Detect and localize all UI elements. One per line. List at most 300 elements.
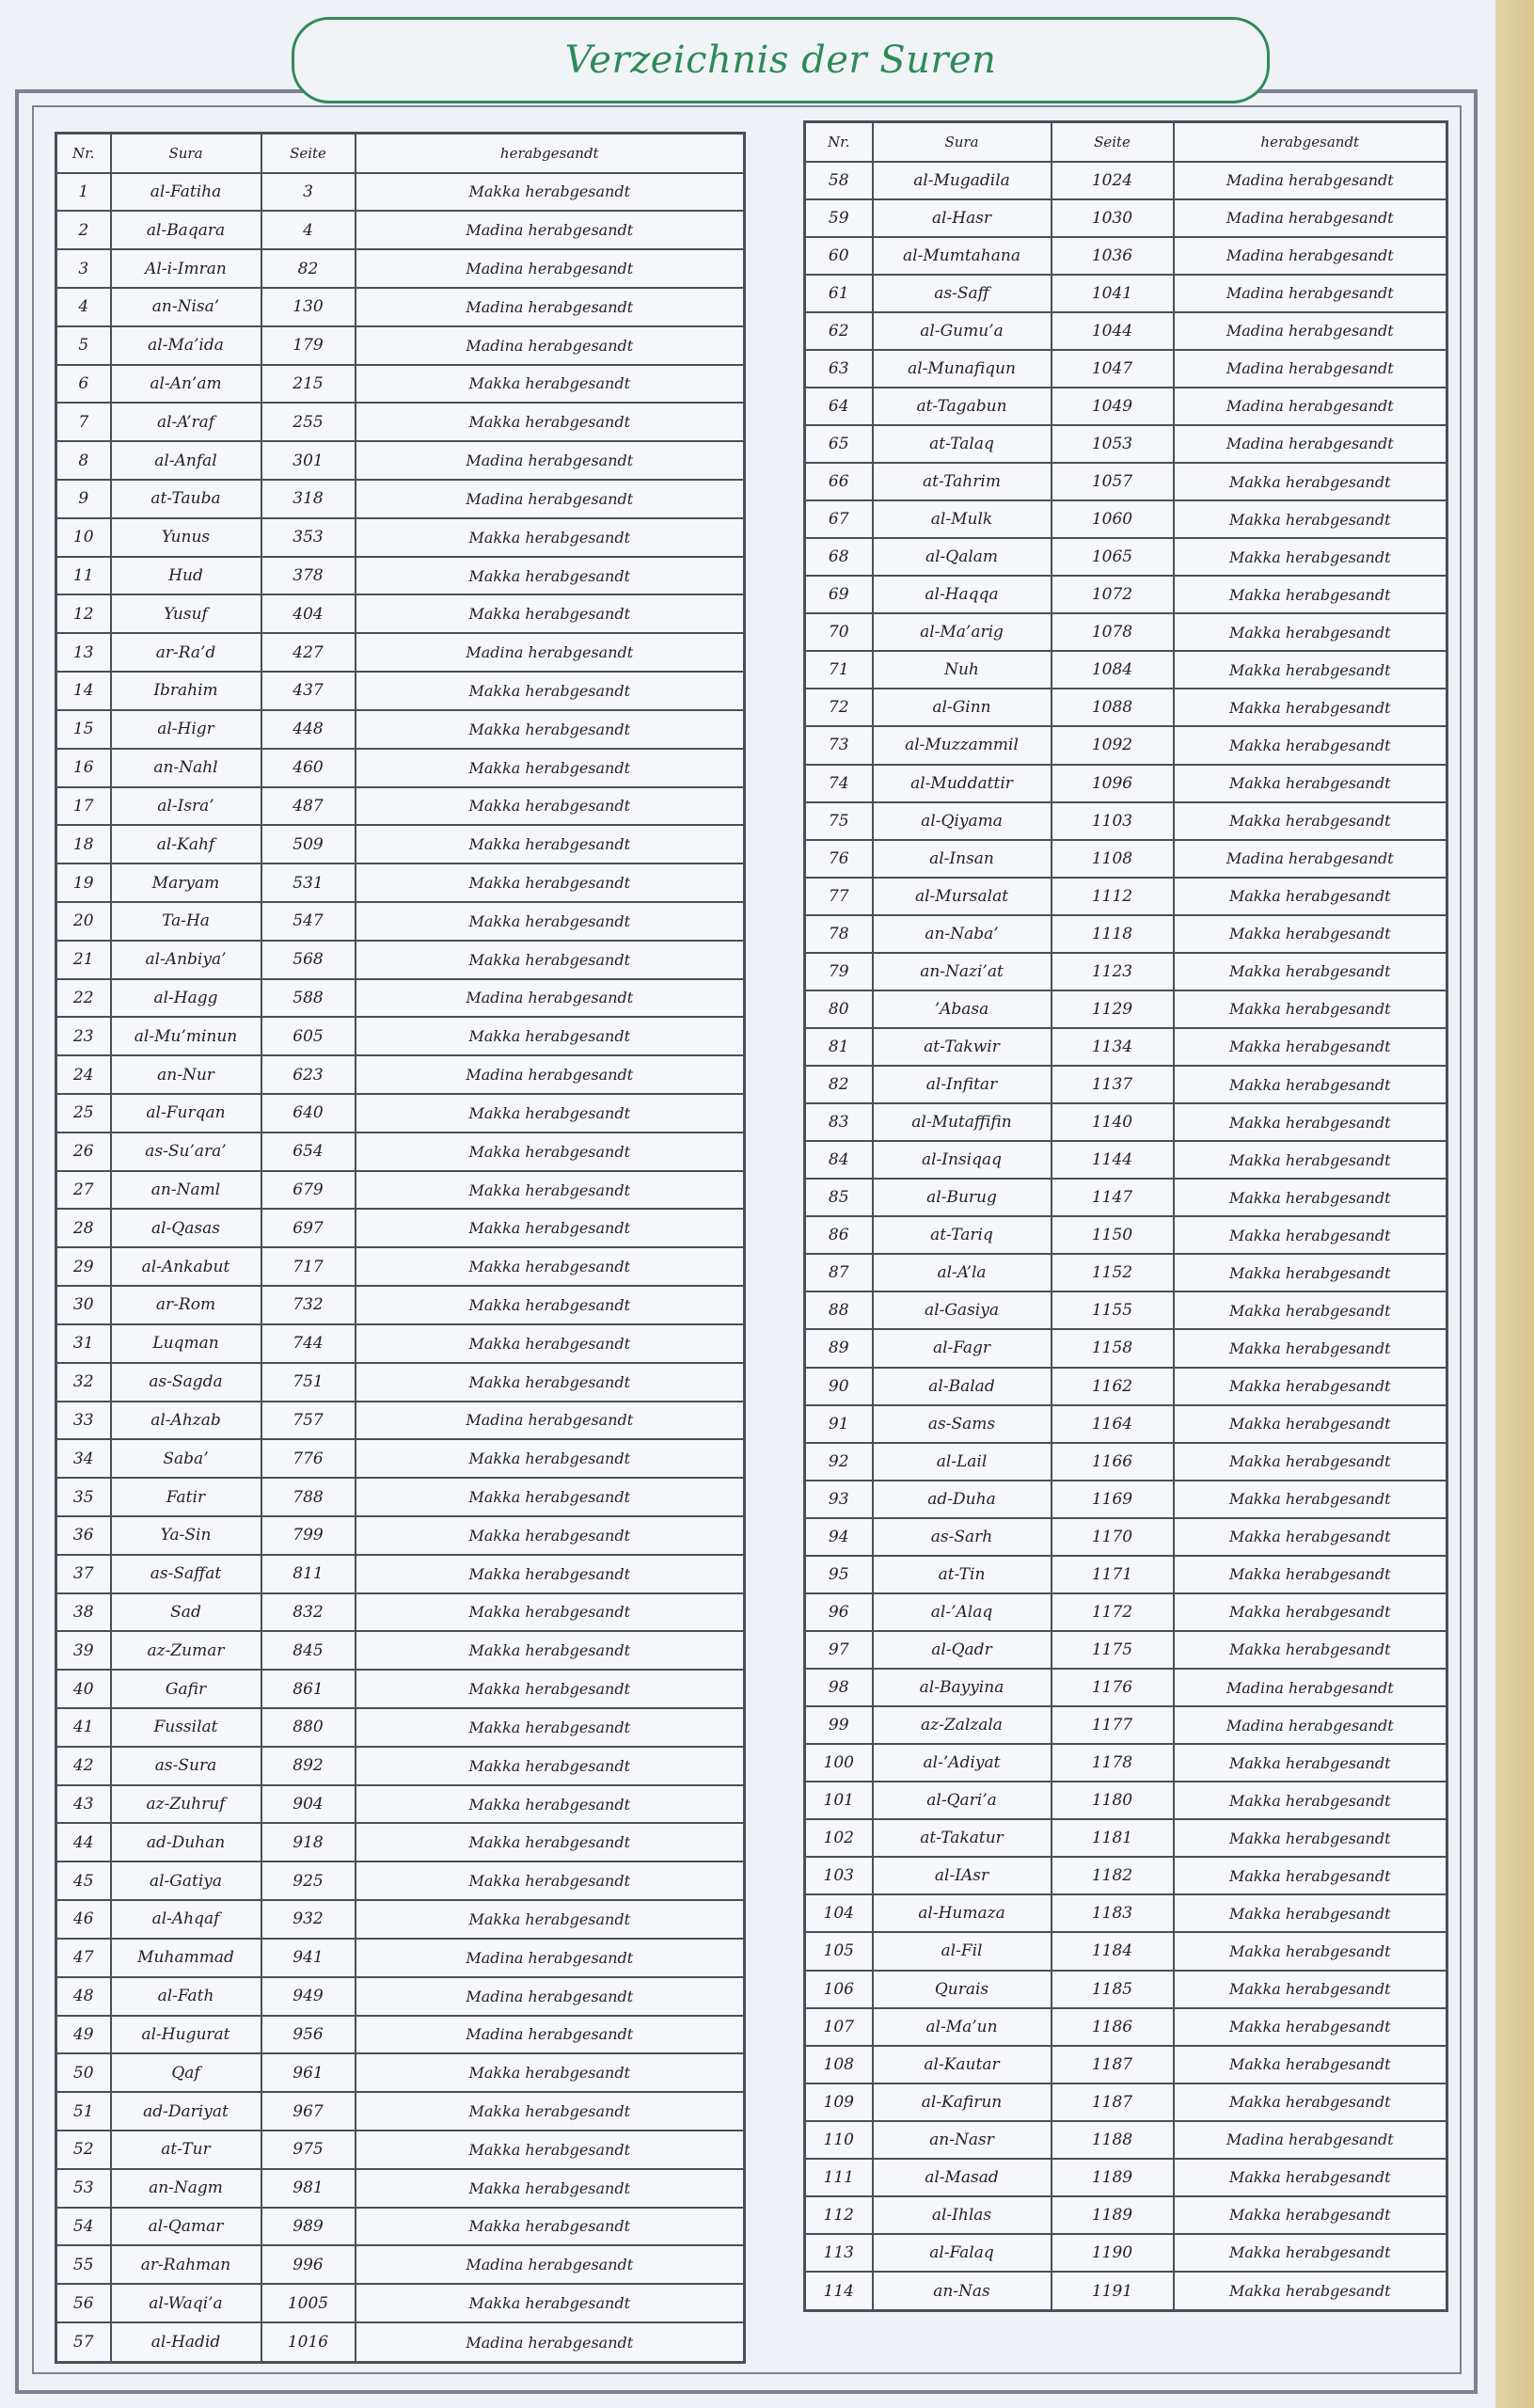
cell-seite: 568	[261, 941, 356, 979]
cell-seite: 1047	[1052, 350, 1174, 388]
cell-sura: al-Hagg	[111, 979, 261, 1018]
table-row	[56, 1516, 745, 1555]
table-row	[805, 1179, 1447, 1216]
cell-sura: al-A’la	[873, 1254, 1052, 1291]
table-row	[56, 1631, 745, 1670]
cell-nr: 65	[805, 425, 873, 463]
cell-nr: 44	[56, 1823, 111, 1861]
cell-seite: 811	[261, 1555, 356, 1593]
cell-nr: 24	[56, 1055, 111, 1094]
cell-revelation: Makka herabgesandt	[356, 1823, 745, 1861]
cell-revelation: Makka herabgesandt	[356, 2284, 745, 2322]
cell-revelation: Madina herabgesandt	[356, 2322, 745, 2363]
cell-nr: 91	[805, 1405, 873, 1443]
cell-nr: 27	[56, 1171, 111, 1210]
header-seite: Seite	[261, 134, 356, 173]
cell-seite: 179	[261, 326, 356, 365]
cell-sura: an-Nasr	[873, 2121, 1052, 2159]
cell-nr: 59	[805, 199, 873, 237]
cell-nr: 51	[56, 2092, 111, 2131]
cell-sura: Qaf	[111, 2053, 261, 2092]
cell-seite: 1155	[1052, 1291, 1174, 1329]
cell-sura: Luqman	[111, 1324, 261, 1363]
table-row	[805, 1857, 1447, 1894]
cell-seite: 378	[261, 557, 356, 595]
cell-seite: 1030	[1052, 199, 1174, 237]
sura-table-left	[55, 132, 746, 2364]
table-row	[56, 1286, 745, 1324]
cell-sura: al-Ihlas	[873, 2196, 1052, 2234]
page-edge	[1495, 0, 1534, 2408]
cell-seite: 1092	[1052, 726, 1174, 764]
table-row	[805, 726, 1447, 764]
cell-revelation: Makka herabgesandt	[356, 863, 745, 902]
cell-nr: 6	[56, 365, 111, 404]
cell-sura: an-Nahl	[111, 749, 261, 787]
table-row	[805, 312, 1447, 350]
table-row	[56, 403, 745, 441]
cell-sura: Ta-Ha	[111, 902, 261, 941]
cell-seite: 880	[261, 1708, 356, 1747]
cell-nr: 61	[805, 275, 873, 312]
cell-seite: 717	[261, 1247, 356, 1286]
cell-revelation: Madina herabgesandt	[356, 2245, 745, 2284]
cell-seite: 744	[261, 1324, 356, 1363]
cell-nr: 104	[805, 1894, 873, 1932]
cell-nr: 72	[805, 689, 873, 726]
table-row	[56, 1939, 745, 1977]
table-row	[805, 915, 1447, 953]
cell-revelation: Makka herabgesandt	[1174, 689, 1447, 726]
cell-sura: al-Falaq	[873, 2234, 1052, 2272]
cell-revelation: Makka herabgesandt	[356, 749, 745, 787]
table-row	[56, 288, 745, 326]
cell-seite: 1166	[1052, 1443, 1174, 1481]
table-row	[805, 840, 1447, 878]
cell-sura: al-Qadr	[873, 1631, 1052, 1669]
cell-seite: 1078	[1052, 613, 1174, 651]
cell-revelation: Makka herabgesandt	[356, 1670, 745, 1708]
table-row	[56, 1247, 745, 1286]
cell-sura: al-Furqan	[111, 1094, 261, 1133]
cell-sura: al-Humaza	[873, 1894, 1052, 1932]
table-row	[56, 441, 745, 480]
cell-nr: 33	[56, 1402, 111, 1440]
cell-revelation: Madina herabgesandt	[1174, 237, 1447, 275]
cell-revelation: Makka herabgesandt	[1174, 878, 1447, 915]
cell-revelation: Makka herabgesandt	[1174, 2272, 1447, 2311]
cell-nr: 41	[56, 1708, 111, 1747]
cell-nr: 67	[805, 500, 873, 538]
cell-revelation: Makka herabgesandt	[1174, 2234, 1447, 2272]
cell-seite: 949	[261, 1977, 356, 2016]
cell-seite: 996	[261, 2245, 356, 2284]
cell-sura: al-Mu’minun	[111, 1017, 261, 1055]
cell-sura: al-Fatiha	[111, 173, 261, 212]
cell-seite: 1134	[1052, 1028, 1174, 1066]
cell-seite: 1103	[1052, 802, 1174, 840]
cell-sura: al-Kahf	[111, 825, 261, 863]
cell-sura: Sad	[111, 1593, 261, 1632]
table-row	[56, 1785, 745, 1824]
cell-sura: ad-Duhan	[111, 1823, 261, 1861]
cell-revelation: Makka herabgesandt	[356, 1861, 745, 1900]
cell-nr: 35	[56, 1478, 111, 1516]
cell-sura: al-Mulk	[873, 500, 1052, 538]
cell-nr: 106	[805, 1971, 873, 2008]
cell-revelation: Makka herabgesandt	[356, 1324, 745, 1363]
cell-sura: az-Zuhruf	[111, 1785, 261, 1824]
cell-sura: al-Masad	[873, 2159, 1052, 2196]
cell-nr: 29	[56, 1247, 111, 1286]
cell-revelation: Madina herabgesandt	[1174, 425, 1447, 463]
cell-revelation: Makka herabgesandt	[1174, 2046, 1447, 2083]
cell-nr: 9	[56, 480, 111, 518]
cell-revelation: Makka herabgesandt	[356, 1439, 745, 1478]
table-row	[805, 576, 1447, 613]
cell-sura: at-Tin	[873, 1556, 1052, 1593]
cell-revelation: Makka herabgesandt	[356, 2131, 745, 2169]
cell-seite: 1190	[1052, 2234, 1174, 2272]
table-row	[805, 1894, 1447, 1932]
table-row	[56, 480, 745, 518]
cell-nr: 82	[805, 1066, 873, 1103]
table-row	[56, 1094, 745, 1133]
cell-seite: 1181	[1052, 1819, 1174, 1857]
table-row	[56, 902, 745, 941]
cell-sura: az-Zumar	[111, 1631, 261, 1670]
cell-revelation: Makka herabgesandt	[356, 1555, 745, 1593]
cell-seite: 1177	[1052, 1706, 1174, 1744]
cell-revelation: Makka herabgesandt	[1174, 802, 1447, 840]
cell-sura: al-Waqi’a	[111, 2284, 261, 2322]
cell-nr: 5	[56, 326, 111, 365]
table-row	[805, 1028, 1447, 1066]
cell-sura: Fatir	[111, 1478, 261, 1516]
cell-sura: al-A’raf	[111, 403, 261, 441]
cell-revelation: Makka herabgesandt	[356, 557, 745, 595]
cell-sura: al-Balad	[873, 1368, 1052, 1405]
cell-nr: 108	[805, 2046, 873, 2083]
cell-revelation: Makka herabgesandt	[1174, 765, 1447, 802]
cell-seite: 892	[261, 1747, 356, 1785]
cell-sura: al-’Adiyat	[873, 1744, 1052, 1782]
cell-nr: 53	[56, 2169, 111, 2208]
cell-sura: an-Nur	[111, 1055, 261, 1094]
cell-sura: al-Gatiya	[111, 1861, 261, 1900]
cell-seite: 751	[261, 1363, 356, 1402]
cell-seite: 1176	[1052, 1669, 1174, 1706]
cell-seite: 1170	[1052, 1518, 1174, 1556]
table-row	[805, 651, 1447, 689]
table-row	[805, 1481, 1447, 1518]
cell-seite: 1162	[1052, 1368, 1174, 1405]
cell-sura: al-Mutaffifin	[873, 1103, 1052, 1141]
cell-revelation: Madina herabgesandt	[356, 1055, 745, 1094]
cell-sura: Gafir	[111, 1670, 261, 1708]
cell-nr: 76	[805, 840, 873, 878]
cell-nr: 87	[805, 1254, 873, 1291]
cell-seite: 448	[261, 710, 356, 749]
cell-sura: Al-i-Imran	[111, 249, 261, 288]
cell-seite: 904	[261, 1785, 356, 1824]
table-row	[56, 1708, 745, 1747]
table-row	[56, 1439, 745, 1478]
cell-revelation: Madina herabgesandt	[356, 1402, 745, 1440]
cell-sura: Saba’	[111, 1439, 261, 1478]
cell-seite: 1140	[1052, 1103, 1174, 1141]
cell-seite: 956	[261, 2016, 356, 2054]
cell-seite: 981	[261, 2169, 356, 2208]
table-row	[56, 1055, 745, 1094]
table-row	[56, 1977, 745, 2016]
table-row	[805, 2121, 1447, 2159]
cell-seite: 1096	[1052, 765, 1174, 802]
cell-nr: 40	[56, 1670, 111, 1708]
table-row	[805, 613, 1447, 651]
cell-nr: 78	[805, 915, 873, 953]
cell-nr: 48	[56, 1977, 111, 2016]
cell-revelation: Makka herabgesandt	[1174, 2008, 1447, 2046]
table-row	[56, 1593, 745, 1632]
table-row	[805, 1631, 1447, 1669]
cell-sura: Yusuf	[111, 594, 261, 633]
table-row	[805, 1254, 1447, 1291]
cell-nr: 62	[805, 312, 873, 350]
cell-revelation: Makka herabgesandt	[356, 825, 745, 863]
cell-revelation: Madina herabgesandt	[1174, 388, 1447, 425]
cell-nr: 66	[805, 463, 873, 500]
cell-seite: 353	[261, 518, 356, 557]
table-row	[56, 1555, 745, 1593]
cell-seite: 255	[261, 403, 356, 441]
cell-nr: 102	[805, 1819, 873, 1857]
cell-sura: al-Baqara	[111, 211, 261, 249]
table-row	[805, 2046, 1447, 2083]
cell-nr: 10	[56, 518, 111, 557]
cell-nr: 13	[56, 633, 111, 672]
cell-revelation: Makka herabgesandt	[1174, 1368, 1447, 1405]
cell-seite: 757	[261, 1402, 356, 1440]
cell-sura: at-Tauba	[111, 480, 261, 518]
cell-seite: 1169	[1052, 1481, 1174, 1518]
cell-sura: az-Zalzala	[873, 1706, 1052, 1744]
cell-sura: al-Qasas	[111, 1209, 261, 1247]
cell-nr: 2	[56, 211, 111, 249]
table-row	[805, 2008, 1447, 2046]
table-row	[56, 173, 745, 212]
cell-nr: 101	[805, 1782, 873, 1819]
cell-seite: 732	[261, 1286, 356, 1324]
cell-seite: 1036	[1052, 237, 1174, 275]
cell-revelation: Makka herabgesandt	[356, 1593, 745, 1632]
cell-seite: 588	[261, 979, 356, 1018]
cell-seite: 832	[261, 1593, 356, 1632]
cell-nr: 95	[805, 1556, 873, 1593]
cell-sura: at-Talaq	[873, 425, 1052, 463]
header-seite: Seite	[1052, 122, 1174, 162]
cell-sura: al-Hugurat	[111, 2016, 261, 2054]
cell-nr: 11	[56, 557, 111, 595]
cell-nr: 100	[805, 1744, 873, 1782]
cell-sura: ar-Rom	[111, 1286, 261, 1324]
table-row	[805, 1291, 1447, 1329]
header-nr: Nr.	[805, 122, 873, 162]
table-row	[56, 1363, 745, 1402]
cell-revelation: Makka herabgesandt	[1174, 2159, 1447, 2196]
cell-sura: at-Tur	[111, 2131, 261, 2169]
table-row	[805, 237, 1447, 275]
cell-revelation: Madina herabgesandt	[1174, 275, 1447, 312]
cell-nr: 45	[56, 1861, 111, 1900]
cell-revelation: Makka herabgesandt	[356, 2092, 745, 2131]
cell-seite: 975	[261, 2131, 356, 2169]
cell-nr: 79	[805, 953, 873, 990]
cell-revelation: Madina herabgesandt	[1174, 2121, 1447, 2159]
cell-sura: al-Infitar	[873, 1066, 1052, 1103]
cell-sura: al-’Alaq	[873, 1593, 1052, 1631]
cell-nr: 22	[56, 979, 111, 1018]
cell-seite: 531	[261, 863, 356, 902]
cell-revelation: Madina herabgesandt	[356, 211, 745, 249]
cell-sura: al-Gumu’a	[873, 312, 1052, 350]
table-row	[805, 1819, 1447, 1857]
table-row	[56, 787, 745, 826]
cell-sura: at-Takatur	[873, 1819, 1052, 1857]
table-row	[56, 1324, 745, 1363]
table-row	[56, 1861, 745, 1900]
cell-sura: al-Ma’arig	[873, 613, 1052, 651]
cell-seite: 301	[261, 441, 356, 480]
cell-revelation: Madina herabgesandt	[1174, 840, 1447, 878]
cell-revelation: Makka herabgesandt	[1174, 1443, 1447, 1481]
table-row	[805, 2083, 1447, 2121]
cell-nr: 58	[805, 162, 873, 199]
cell-nr: 89	[805, 1329, 873, 1367]
table-row	[56, 2322, 745, 2363]
cell-seite: 404	[261, 594, 356, 633]
cell-seite: 1171	[1052, 1556, 1174, 1593]
cell-nr: 7	[56, 403, 111, 441]
cell-nr: 103	[805, 1857, 873, 1894]
cell-sura: as-Sagda	[111, 1363, 261, 1402]
cell-revelation: Makka herabgesandt	[356, 1171, 745, 1210]
cell-sura: an-Naba’	[873, 915, 1052, 953]
cell-seite: 1053	[1052, 425, 1174, 463]
table-row	[805, 990, 1447, 1028]
cell-revelation: Makka herabgesandt	[1174, 1103, 1447, 1141]
cell-sura: al-Gasiya	[873, 1291, 1052, 1329]
cell-revelation: Makka herabgesandt	[1174, 1405, 1447, 1443]
cell-sura: an-Nazi’at	[873, 953, 1052, 990]
cell-sura: al-Ma’ida	[111, 326, 261, 365]
table-row	[805, 1932, 1447, 1970]
cell-revelation: Makka herabgesandt	[356, 1785, 745, 1824]
cell-revelation: Makka herabgesandt	[1174, 1066, 1447, 1103]
cell-seite: 82	[261, 249, 356, 288]
cell-sura: ar-Ra’d	[111, 633, 261, 672]
table-row	[56, 1402, 745, 1440]
cell-seite: 776	[261, 1439, 356, 1478]
cell-nr: 69	[805, 576, 873, 613]
cell-seite: 1072	[1052, 576, 1174, 613]
cell-sura: ad-Duha	[873, 1481, 1052, 1518]
cell-revelation: Madina herabgesandt	[356, 288, 745, 326]
cell-revelation: Madina herabgesandt	[1174, 1706, 1447, 1744]
cell-seite: 788	[261, 1478, 356, 1516]
cell-revelation: Makka herabgesandt	[1174, 1556, 1447, 1593]
table-row	[56, 1209, 745, 1247]
cell-seite: 1065	[1052, 538, 1174, 576]
cell-nr: 54	[56, 2208, 111, 2246]
cell-nr: 12	[56, 594, 111, 633]
cell-revelation: Makka herabgesandt	[356, 1516, 745, 1555]
cell-sura: al-Isra’	[111, 787, 261, 826]
cell-nr: 49	[56, 2016, 111, 2054]
cell-revelation: Makka herabgesandt	[356, 1209, 745, 1247]
cell-sura: Nuh	[873, 651, 1052, 689]
cell-revelation: Makka herabgesandt	[356, 1133, 745, 1171]
table-row	[56, 2053, 745, 2092]
cell-seite: 967	[261, 2092, 356, 2131]
cell-revelation: Madina herabgesandt	[1174, 199, 1447, 237]
cell-sura: al-Muzzammil	[873, 726, 1052, 764]
cell-seite: 918	[261, 1823, 356, 1861]
cell-sura: at-Tahrim	[873, 463, 1052, 500]
cell-seite: 1185	[1052, 1971, 1174, 2008]
cell-seite: 1005	[261, 2284, 356, 2322]
cell-seite: 1191	[1052, 2272, 1174, 2311]
cell-revelation: Makka herabgesandt	[356, 594, 745, 633]
cell-nr: 19	[56, 863, 111, 902]
table-row	[56, 518, 745, 557]
cell-nr: 81	[805, 1028, 873, 1066]
cell-revelation: Makka herabgesandt	[1174, 500, 1447, 538]
cell-revelation: Makka herabgesandt	[1174, 1291, 1447, 1329]
header-revelation: herabgesandt	[1174, 122, 1447, 162]
cell-seite: 1150	[1052, 1216, 1174, 1254]
cell-sura: al-Fagr	[873, 1329, 1052, 1367]
cell-sura: al-Kafirun	[873, 2083, 1052, 2121]
table-row	[56, 211, 745, 249]
table-row	[56, 326, 745, 365]
cell-seite: 1147	[1052, 1179, 1174, 1216]
cell-seite: 1158	[1052, 1329, 1174, 1367]
cell-seite: 1182	[1052, 1857, 1174, 1894]
cell-revelation: Makka herabgesandt	[356, 1631, 745, 1670]
cell-revelation: Makka herabgesandt	[356, 1708, 745, 1747]
cell-sura: as-Saff	[873, 275, 1052, 312]
table-row	[56, 979, 745, 1018]
table-row	[805, 350, 1447, 388]
table-row	[805, 463, 1447, 500]
cell-sura: al-Burug	[873, 1179, 1052, 1216]
cell-sura: al-Hadid	[111, 2322, 261, 2363]
cell-seite: 1184	[1052, 1932, 1174, 1970]
cell-nr: 26	[56, 1133, 111, 1171]
left-table-body	[56, 173, 745, 2363]
cell-revelation: Makka herabgesandt	[1174, 1028, 1447, 1066]
cell-nr: 56	[56, 2284, 111, 2322]
cell-sura: al-Anbiya’	[111, 941, 261, 979]
cell-sura: al-Higr	[111, 710, 261, 749]
cell-nr: 3	[56, 249, 111, 288]
cell-sura: Yunus	[111, 518, 261, 557]
cell-seite: 215	[261, 365, 356, 404]
cell-nr: 83	[805, 1103, 873, 1141]
cell-seite: 1175	[1052, 1631, 1174, 1669]
cell-seite: 845	[261, 1631, 356, 1670]
